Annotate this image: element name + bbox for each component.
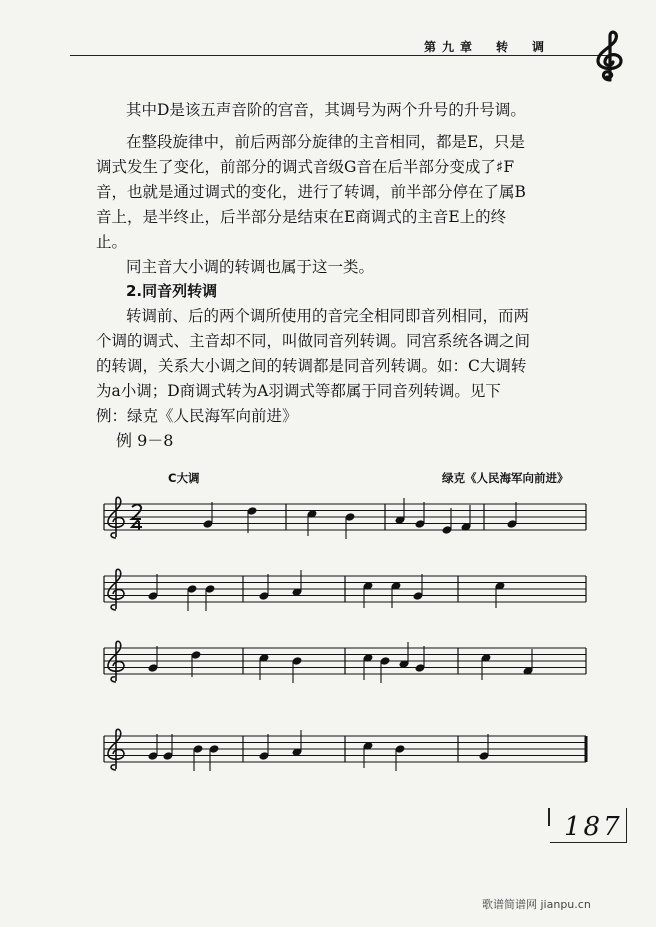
paragraph-4	[96, 304, 596, 429]
treble-clef-icon	[108, 569, 124, 610]
text-line: 音，也就是通过调式的变化，进行了转调，前半部分停在了属B	[96, 183, 526, 201]
text-line: 例：绿克《人民海军向前进》	[96, 407, 298, 425]
treble-clef-icon	[108, 641, 124, 682]
page-number-rule	[548, 808, 550, 826]
text-line: 音上，是半终止，后半部分是结束在E商调式的主音E上的终	[96, 208, 507, 226]
key-label: C大调	[168, 471, 200, 485]
text-line: 调式发生了变化，前部分的调式音级G音在后半部分变成了♯F	[96, 158, 515, 176]
section-heading: 2.同音列转调	[126, 282, 218, 300]
page-number: 187	[564, 812, 623, 842]
paragraph-1	[96, 98, 596, 123]
text-line: 在整段旋律中，前后两部分旋律的主音相同，都是E，只是	[126, 133, 525, 151]
text-line: 转调前、后的两个调所使用的音完全相同即音列相同，而两	[126, 307, 530, 325]
text-line: 同主音大小调的转调也属于这一类。	[126, 258, 375, 276]
treble-clef-icon	[108, 497, 124, 538]
header-rule	[70, 55, 610, 56]
music-score	[0, 480, 656, 800]
paragraph-3	[96, 255, 596, 280]
time-signature-bottom	[132, 519, 142, 530]
example-label: 例 9－8	[116, 431, 174, 450]
text-line: 止。	[96, 233, 128, 251]
treble-clef-icon	[592, 30, 628, 82]
text-line: 个调的调式、主音却不同，叫做同音列转调。同宫系统各调之间	[96, 332, 531, 350]
paragraph-2	[96, 130, 596, 255]
text-line: 的转调，关系大小调之间的转调都是同音列转调。如：C大调转	[96, 357, 527, 375]
composer-title: 绿克《人民海军向前进》	[442, 471, 569, 485]
watermark: 歌谱简谱网 jianpu.cn	[482, 898, 591, 911]
score-notes	[148, 498, 534, 771]
chapter-header: 第九章 转 调	[424, 40, 551, 54]
text-line: 其中D是该五声音阶的宫音，其调号为两个升号的升号调。	[126, 101, 526, 119]
staff-systems	[104, 497, 586, 770]
text-line: 为a小调；D商调式转为A羽调式等都属于同音列转调。见下	[96, 382, 501, 400]
treble-clef-icon	[108, 729, 124, 770]
